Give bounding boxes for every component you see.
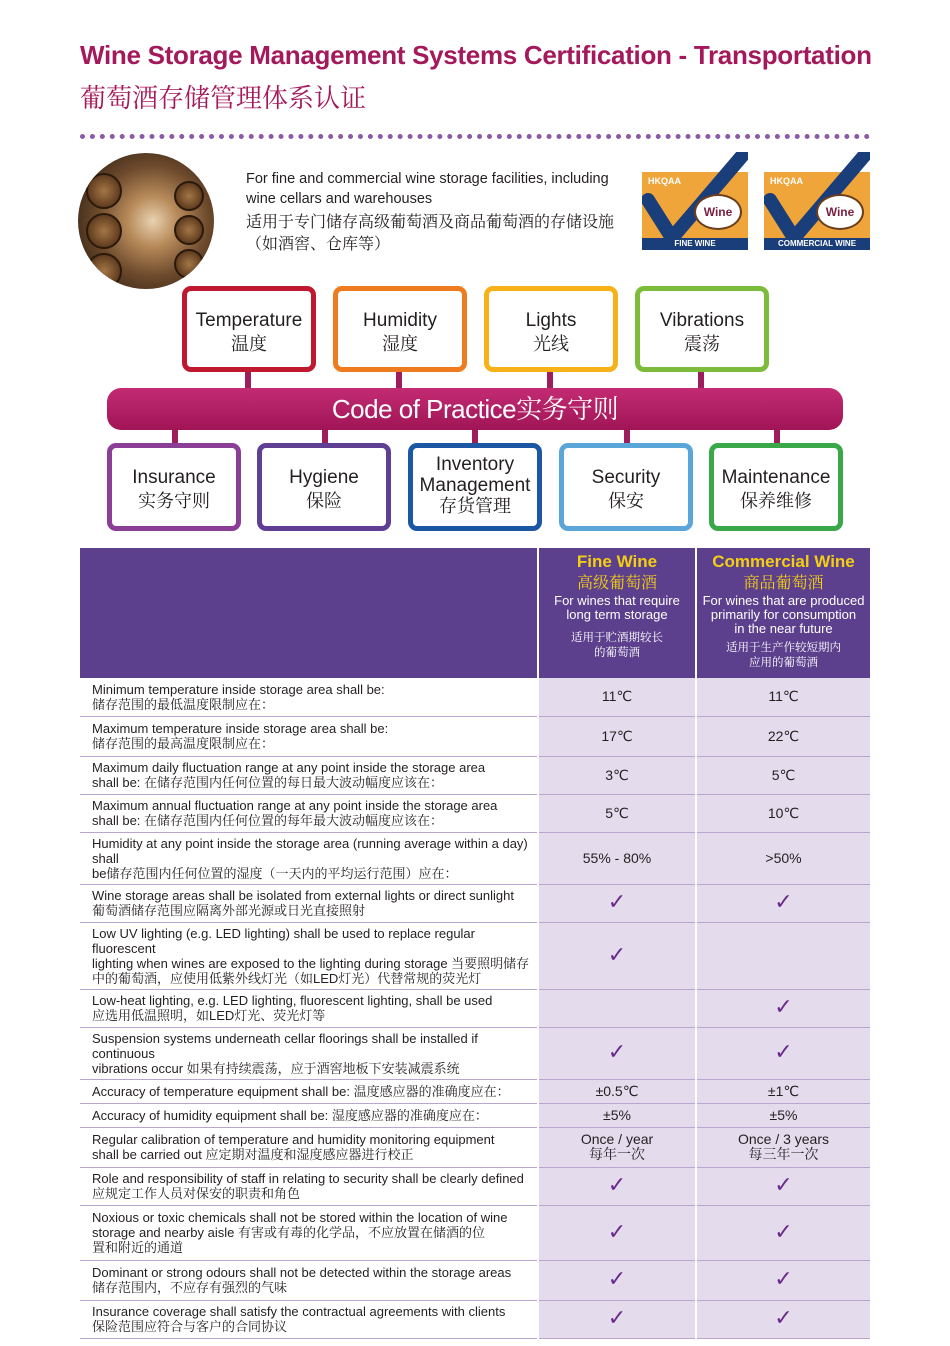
table-header-blank [80, 548, 538, 678]
table-row [80, 1103, 870, 1127]
requirement-text: Dominant or strong odours shall not be detected within the storage areas 储存范围内，不应存有强烈的气味 [92, 1265, 512, 1295]
table-row [80, 1205, 870, 1260]
maintenance-box: Maintenance 保养维修 [709, 443, 843, 531]
requirement-text: Minimum temperature inside storage area shall be: 储存范围的最低温度限制应在： [92, 681, 385, 712]
commercial-wine-value [696, 884, 870, 922]
checkmark-icon: ✓ [607, 889, 627, 914]
fine-wine-value [538, 989, 696, 1027]
table-row [80, 1127, 870, 1167]
checkmark-icon: ✓ [607, 1172, 627, 1197]
checkmark-icon: ✓ [774, 1305, 793, 1330]
lights-box: Lights 光线 [484, 286, 618, 372]
hygiene-box: Hygiene 保险 [257, 443, 391, 531]
commercial-wine-value [696, 1205, 870, 1260]
requirement-text: Maximum annual fluctuation range at any point inside the storage area shall be: 在储存范围内任何位置的每年最大波动幅度应该在： [92, 798, 498, 828]
temperature-box: Temperature 温度 [182, 286, 316, 372]
table-row [80, 989, 870, 1027]
fine-wine-value: 17℃ [538, 716, 696, 756]
requirement-text: Maximum daily fluctuation range at any point inside the storage area shall be: 在储存范围内任何位置的每日最大波动幅度应该在： [92, 760, 486, 790]
code-of-practice-bar: Code of Practice实务守则 [107, 388, 843, 430]
table-row [80, 922, 870, 989]
checkmark-icon: ✓ [774, 1172, 793, 1197]
requirement-text: Role and responsibility of staff in relating to security shall be clearly defined 应规定工作人员对保安的职责和角色 [92, 1171, 524, 1201]
table-row [80, 716, 870, 756]
checkmark-icon: ✓ [774, 1266, 793, 1291]
commercial-wine-value [696, 922, 870, 989]
fine-wine-value: 55% - 80% [538, 832, 696, 884]
commercial-wine-value [696, 1260, 870, 1300]
table-row [80, 794, 870, 832]
table-row [80, 1167, 870, 1205]
dotted-divider [80, 134, 870, 139]
checkmark-icon: ✓ [607, 1039, 627, 1064]
insurance-box: Insurance 实务守则 [107, 443, 241, 531]
checkmark-icon: ✓ [607, 1266, 627, 1291]
fine-wine-value: ±5% [538, 1103, 696, 1127]
requirement-text: Humidity at any point inside the storage area (running average within a day) shall be储存范围内任何位置的湿度（一天内的平均运行范围）应在： [92, 835, 528, 881]
requirement-text: Suspension systems underneath cellar floorings shall be installed if continuous vibrations occur 如果有持续震荡，应于酒窖地板下安装减震系统 [92, 1030, 478, 1076]
table-row [80, 832, 870, 884]
commercial-wine-value: ±5% [696, 1103, 870, 1127]
commercial-wine-value [696, 1167, 870, 1205]
fine-wine-value [538, 1205, 696, 1260]
table-row [80, 1079, 870, 1103]
page-title-chinese: 葡萄酒存储管理体系认证 [80, 84, 367, 114]
requirement-text: Accuracy of temperature equipment shall be: 温度感应器的准确度应在： [92, 1083, 510, 1099]
requirement-text: Accuracy of humidity equipment shall be: 湿度感应器的准确度应在： [92, 1107, 488, 1123]
wine-cellar-photo [78, 153, 214, 289]
commercial-wine-value [696, 1300, 870, 1338]
commercial-wine-value: 11℃ [696, 678, 870, 716]
commercial-wine-value: >50% [696, 832, 870, 884]
fine-wine-value: 5℃ [538, 794, 696, 832]
commercial-wine-value: 10℃ [696, 794, 870, 832]
checkmark-icon: ✓ [774, 1039, 793, 1064]
fine-wine-value: Once / year 每年一次 [538, 1127, 696, 1167]
fine-wine-value [538, 1027, 696, 1079]
requirement-text: Low-heat lighting, e.g. LED lighting, fluorescent lighting, shall be used 应选用低温照明，如LED灯光、荧光灯等 [92, 993, 493, 1023]
requirement-text: Low UV lighting (e.g. LED lighting) shall be used to replace regular fluorescent lighting when wines are exposed to the lighting during storage 当要照明储存 中的葡萄酒，应使用低紫外线灯光（如LED灯光）代替常规的荧光灯 [92, 925, 530, 986]
fine-wine-column-header: Fine Wine 高级葡萄酒 For wines that require long term storage 适用于贮酒期较长 的葡萄酒 [538, 548, 696, 678]
checkmark-icon: ✓ [607, 941, 627, 967]
table-row [80, 884, 870, 922]
checkmark-icon: ✓ [607, 1305, 627, 1330]
commercial-wine-certification-logo: HKQAA Wine COMMERCIAL WINE [764, 172, 870, 250]
table-row [80, 1027, 870, 1079]
vibrations-box: Vibrations 震荡 [635, 286, 769, 372]
checkmark-icon: ✓ [774, 994, 793, 1019]
table-row [80, 1260, 870, 1300]
commercial-wine-value: 5℃ [696, 756, 870, 794]
commercial-wine-value [696, 989, 870, 1027]
fine-wine-value: 11℃ [538, 678, 696, 716]
commercial-wine-value: ±1℃ [696, 1079, 870, 1103]
commercial-wine-value: 22℃ [696, 716, 870, 756]
fine-wine-value [538, 1167, 696, 1205]
humidity-box: Humidity 湿度 [333, 286, 467, 372]
fine-wine-certification-logo: HKQAA Wine FINE WINE [642, 172, 748, 250]
fine-wine-value [538, 1300, 696, 1338]
commercial-wine-value: Once / 3 years 每三年一次 [696, 1127, 870, 1167]
fine-wine-value [538, 922, 696, 989]
fine-wine-value [538, 1260, 696, 1300]
commercial-wine-column-header: Commercial Wine 商品葡萄酒 For wines that are produced primarily for consumption in the near future 适用于生产作较短期内 应用的葡萄酒 [696, 548, 870, 678]
fine-wine-value: 3℃ [538, 756, 696, 794]
table-row [80, 756, 870, 794]
requirement-text: Wine storage areas shall be isolated from external lights or direct sunlight 葡萄酒储存范围应隔离外部光源或日光直接照射 [92, 888, 514, 918]
requirement-text: Regular calibration of temperature and humidity monitoring equipment shall be carried out 应定期对温度和湿度感应器进行校正 [92, 1132, 495, 1162]
inventory-management-box: Inventory Management 存货管理 [408, 443, 542, 531]
fine-wine-value [538, 884, 696, 922]
intro-text [246, 170, 626, 254]
requirement-text: Maximum temperature inside storage area shall be: 储存范围的最高温度限制应在： [92, 721, 389, 751]
fine-wine-value: ±0.5℃ [538, 1079, 696, 1103]
security-box: Security 保安 [559, 443, 693, 531]
checkmark-icon: ✓ [774, 889, 793, 914]
intro-english: For fine and commercial wine storage facilities, including wine cellars and warehouses [246, 171, 609, 207]
requirement-text: Noxious or toxic chemicals shall not be stored within the location of wine storage and nearby aisle 有害或有毒的化学品，不应放置在储酒的位 置和附近的通道 [92, 1210, 508, 1255]
requirements-table [80, 548, 870, 1339]
page-title: Wine Storage Management Systems Certification - Transportation [80, 40, 872, 70]
requirement-text: Insurance coverage shall satisfy the contractual agreements with clients 保险范围应符合与客户的合同协议 [92, 1304, 506, 1334]
checkmark-icon: ✓ [774, 1218, 793, 1244]
table-row [80, 678, 870, 716]
intro-chinese: 适用于专门储存高级葡萄酒及商品葡萄酒的存储设施（如酒窖、仓库等） [246, 212, 615, 253]
table-row [80, 1300, 870, 1338]
commercial-wine-value [696, 1027, 870, 1079]
checkmark-icon: ✓ [607, 1218, 627, 1244]
